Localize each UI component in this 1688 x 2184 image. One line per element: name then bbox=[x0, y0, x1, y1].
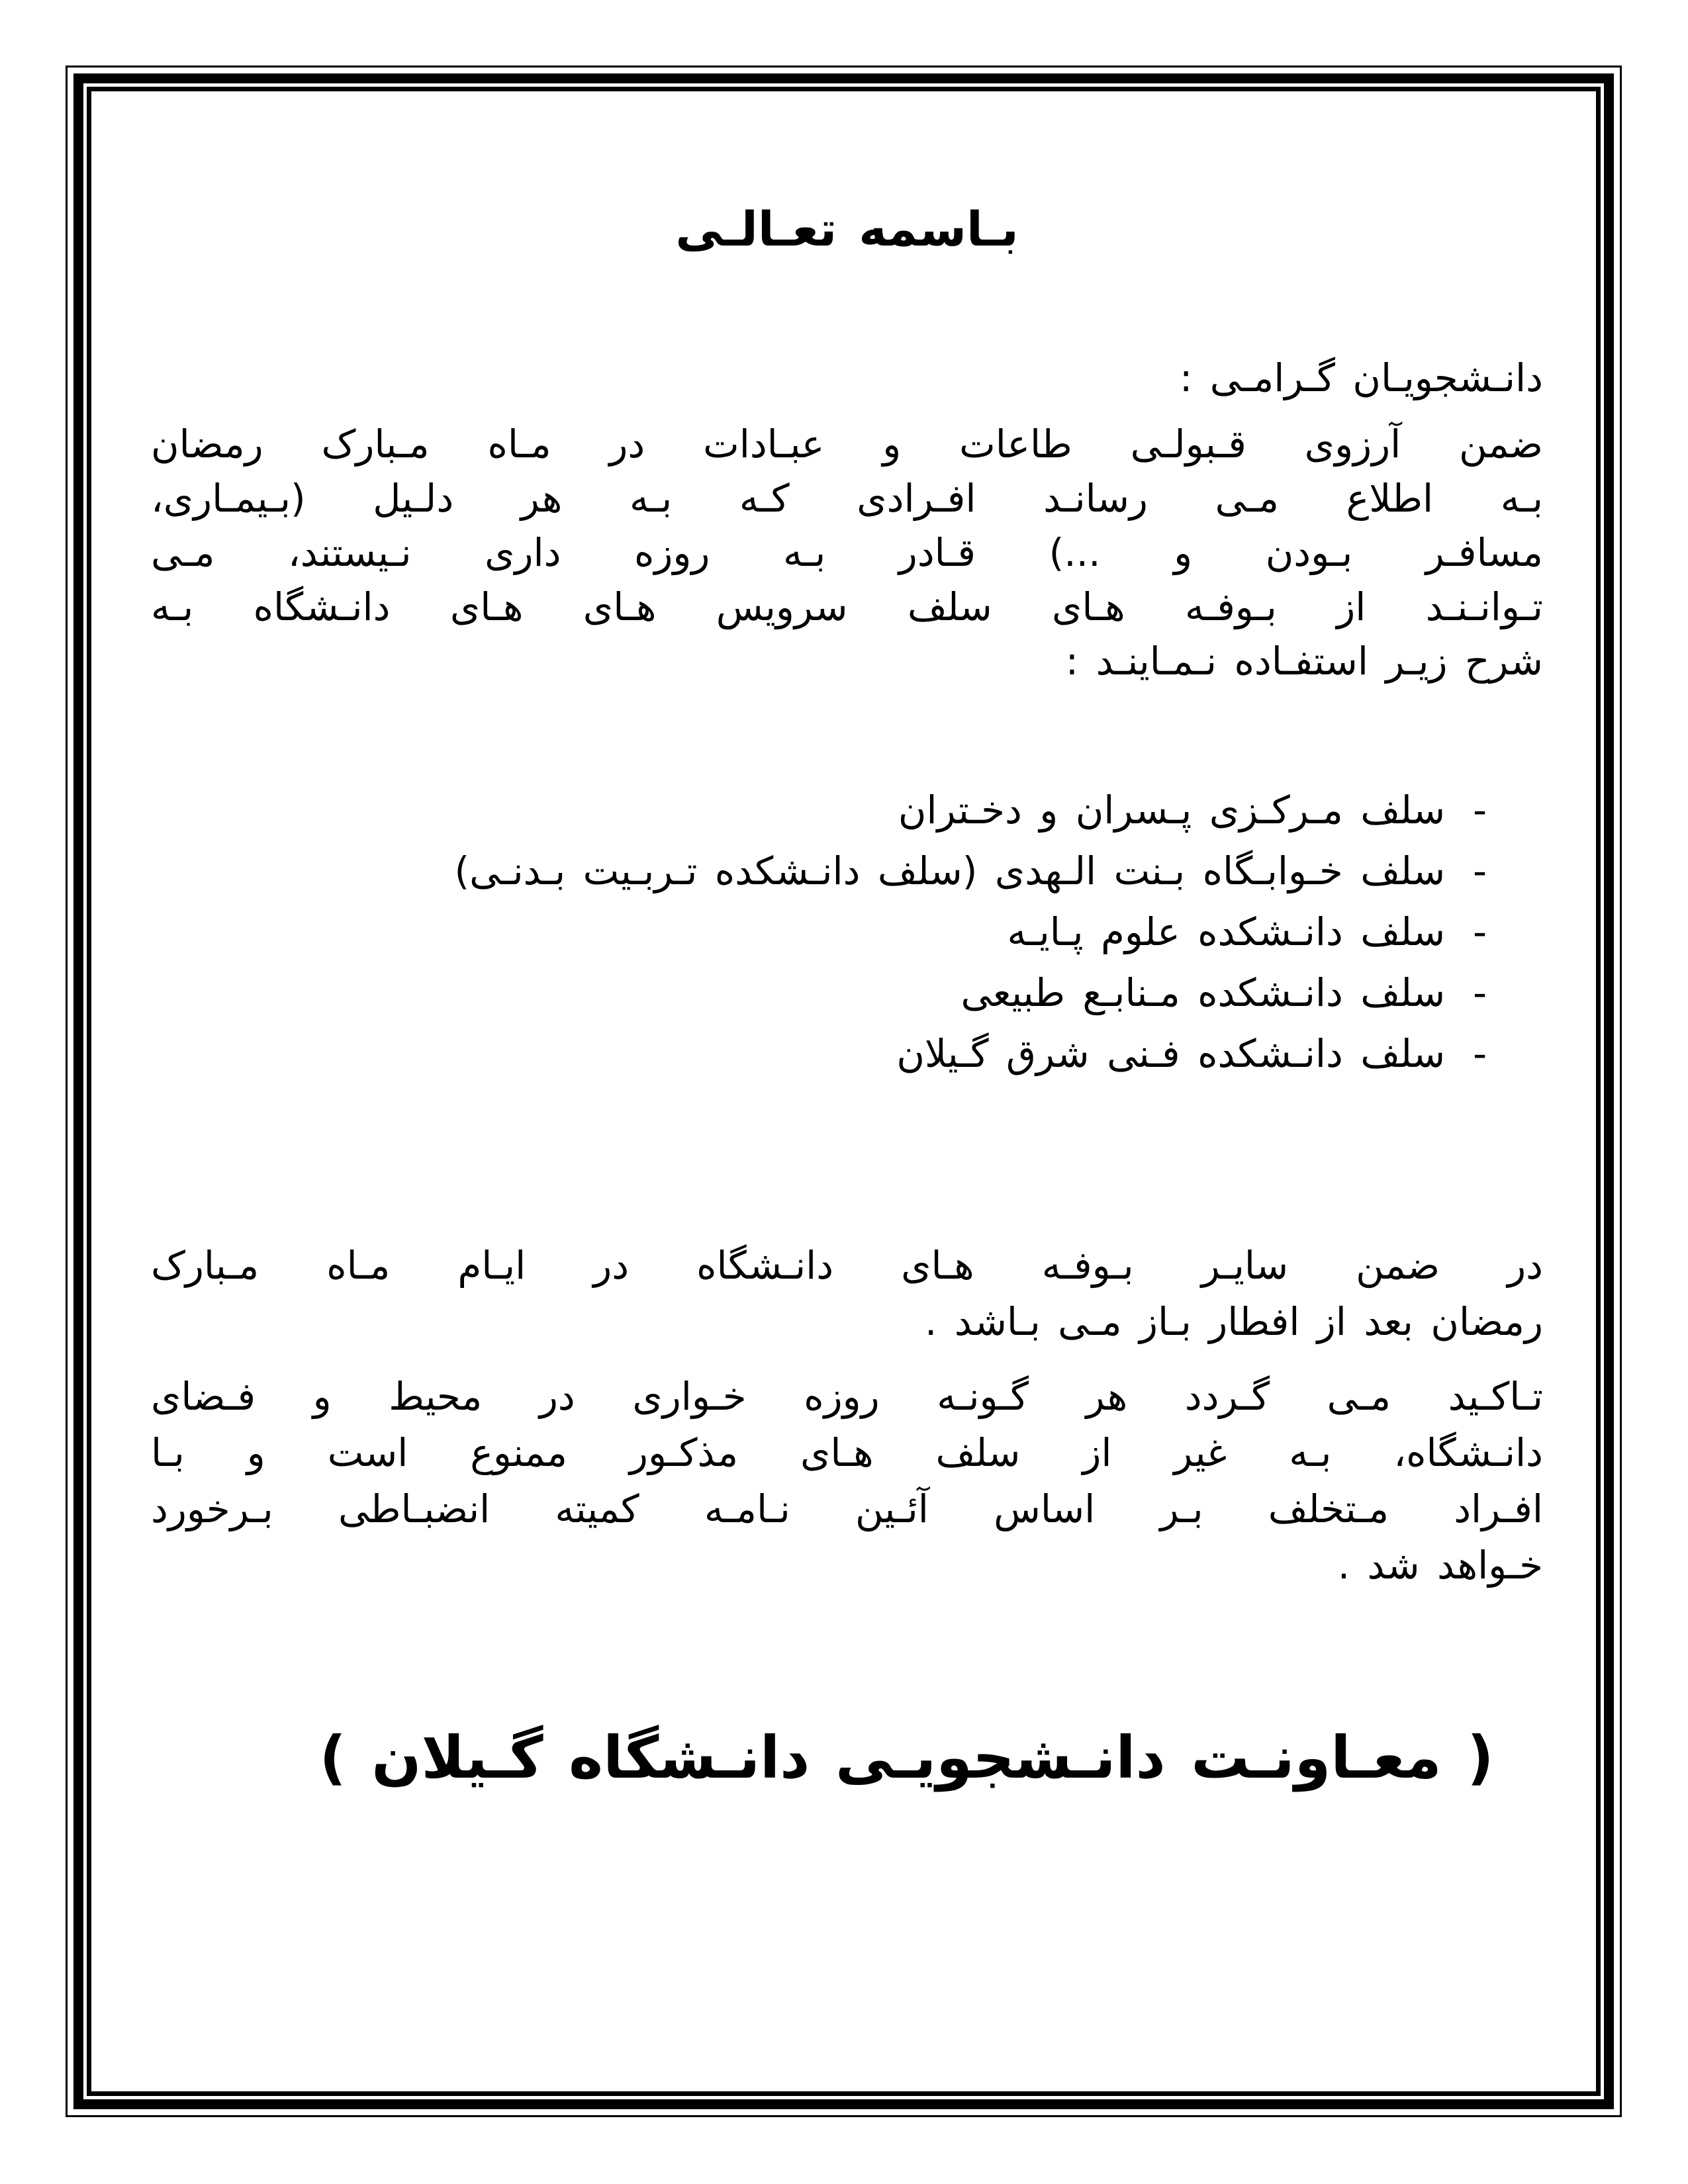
list-item bbox=[151, 1023, 1487, 1084]
paragraph-line: دانـشگاه، بـه غیر از سلف هـای مذکـور ممنوع است و بـا bbox=[151, 1430, 1543, 1475]
paragraph-line: شرح زیـر استفـاده نـمـاینـد : bbox=[1065, 639, 1543, 684]
paragraph-line: در ضمن سایـر بـوفـه هـای دانـشگاه در ایـام مـاه مـبارک bbox=[151, 1243, 1543, 1288]
paragraph-line: تـوانـنـد از بـوفـه هـای سلف سرویس هـای هـای دانـشگاه بـه bbox=[151, 584, 1543, 629]
paragraph-line: خـواهد شد . bbox=[1337, 1543, 1543, 1588]
list-item bbox=[151, 841, 1487, 901]
other-buffets-paragraph bbox=[151, 1238, 1543, 1350]
list-item-label: سلف مـرکـزی پـسران و دخـتران bbox=[898, 788, 1446, 833]
paragraph-line: مسافـر بـودن و ...) قـادر بـه روزه داری نـیستند، مـی bbox=[151, 530, 1543, 575]
signature-line: ( معـاونـت دانـشجویـی دانـشگاه گـیلان ) bbox=[319, 1723, 1494, 1792]
list-item bbox=[151, 962, 1487, 1023]
list-item-label: سلف دانـشکده علوم پـایـه bbox=[1007, 909, 1446, 954]
list-item bbox=[151, 901, 1487, 962]
list-item-label: سلف خـوابـگاه بـنت الـهدی (سلف دانـشکده تـربـیت بـدنـی) bbox=[454, 848, 1446, 893]
bullet-dash: - bbox=[1473, 970, 1487, 1015]
paragraph-line: ضمن آرزوی قـبولـی طاعات و عبـادات در مـاه مـبارک رمضان bbox=[151, 422, 1543, 467]
greeting-line: دانـشجویـان گـرامـی : bbox=[1179, 355, 1543, 400]
paragraph-line: افـراد مـتخلف بـر اساس آئـین نـامـه کمیته انضبـاطی بـرخورد bbox=[151, 1486, 1543, 1531]
paragraph-line: تـاکـید مـی گـردد هر گـونـه روزه خـواری در محیط و فـضای bbox=[151, 1374, 1543, 1419]
list-item-label: سلف دانـشکده فـنی شرق گـیلان bbox=[896, 1031, 1446, 1076]
document-title: بـاسمه تعـالـی bbox=[675, 201, 1019, 257]
decorative-frame-outer bbox=[66, 66, 1622, 2117]
bullet-dash: - bbox=[1473, 788, 1487, 833]
decorative-frame-middle bbox=[73, 73, 1614, 2109]
intro-paragraph bbox=[151, 417, 1543, 688]
list-item-label: سلف دانـشکده مـنابـع طبیعی bbox=[961, 970, 1446, 1015]
paragraph-line: بـه اطلاع مـی رسانـد افـرادی کـه بـه هر دلـیل (بـیمـاری، bbox=[151, 476, 1543, 521]
bullet-dash: - bbox=[1473, 909, 1487, 954]
cafeteria-list bbox=[151, 780, 1543, 1084]
decorative-frame-inner bbox=[87, 87, 1601, 2096]
list-item bbox=[151, 780, 1487, 841]
document-content bbox=[91, 91, 1596, 2091]
warning-paragraph bbox=[151, 1369, 1543, 1594]
bullet-dash: - bbox=[1473, 848, 1487, 893]
bullet-dash: - bbox=[1473, 1031, 1487, 1076]
paragraph-line: رمضان بعد از افطار بـاز مـی بـاشد . bbox=[925, 1299, 1543, 1344]
